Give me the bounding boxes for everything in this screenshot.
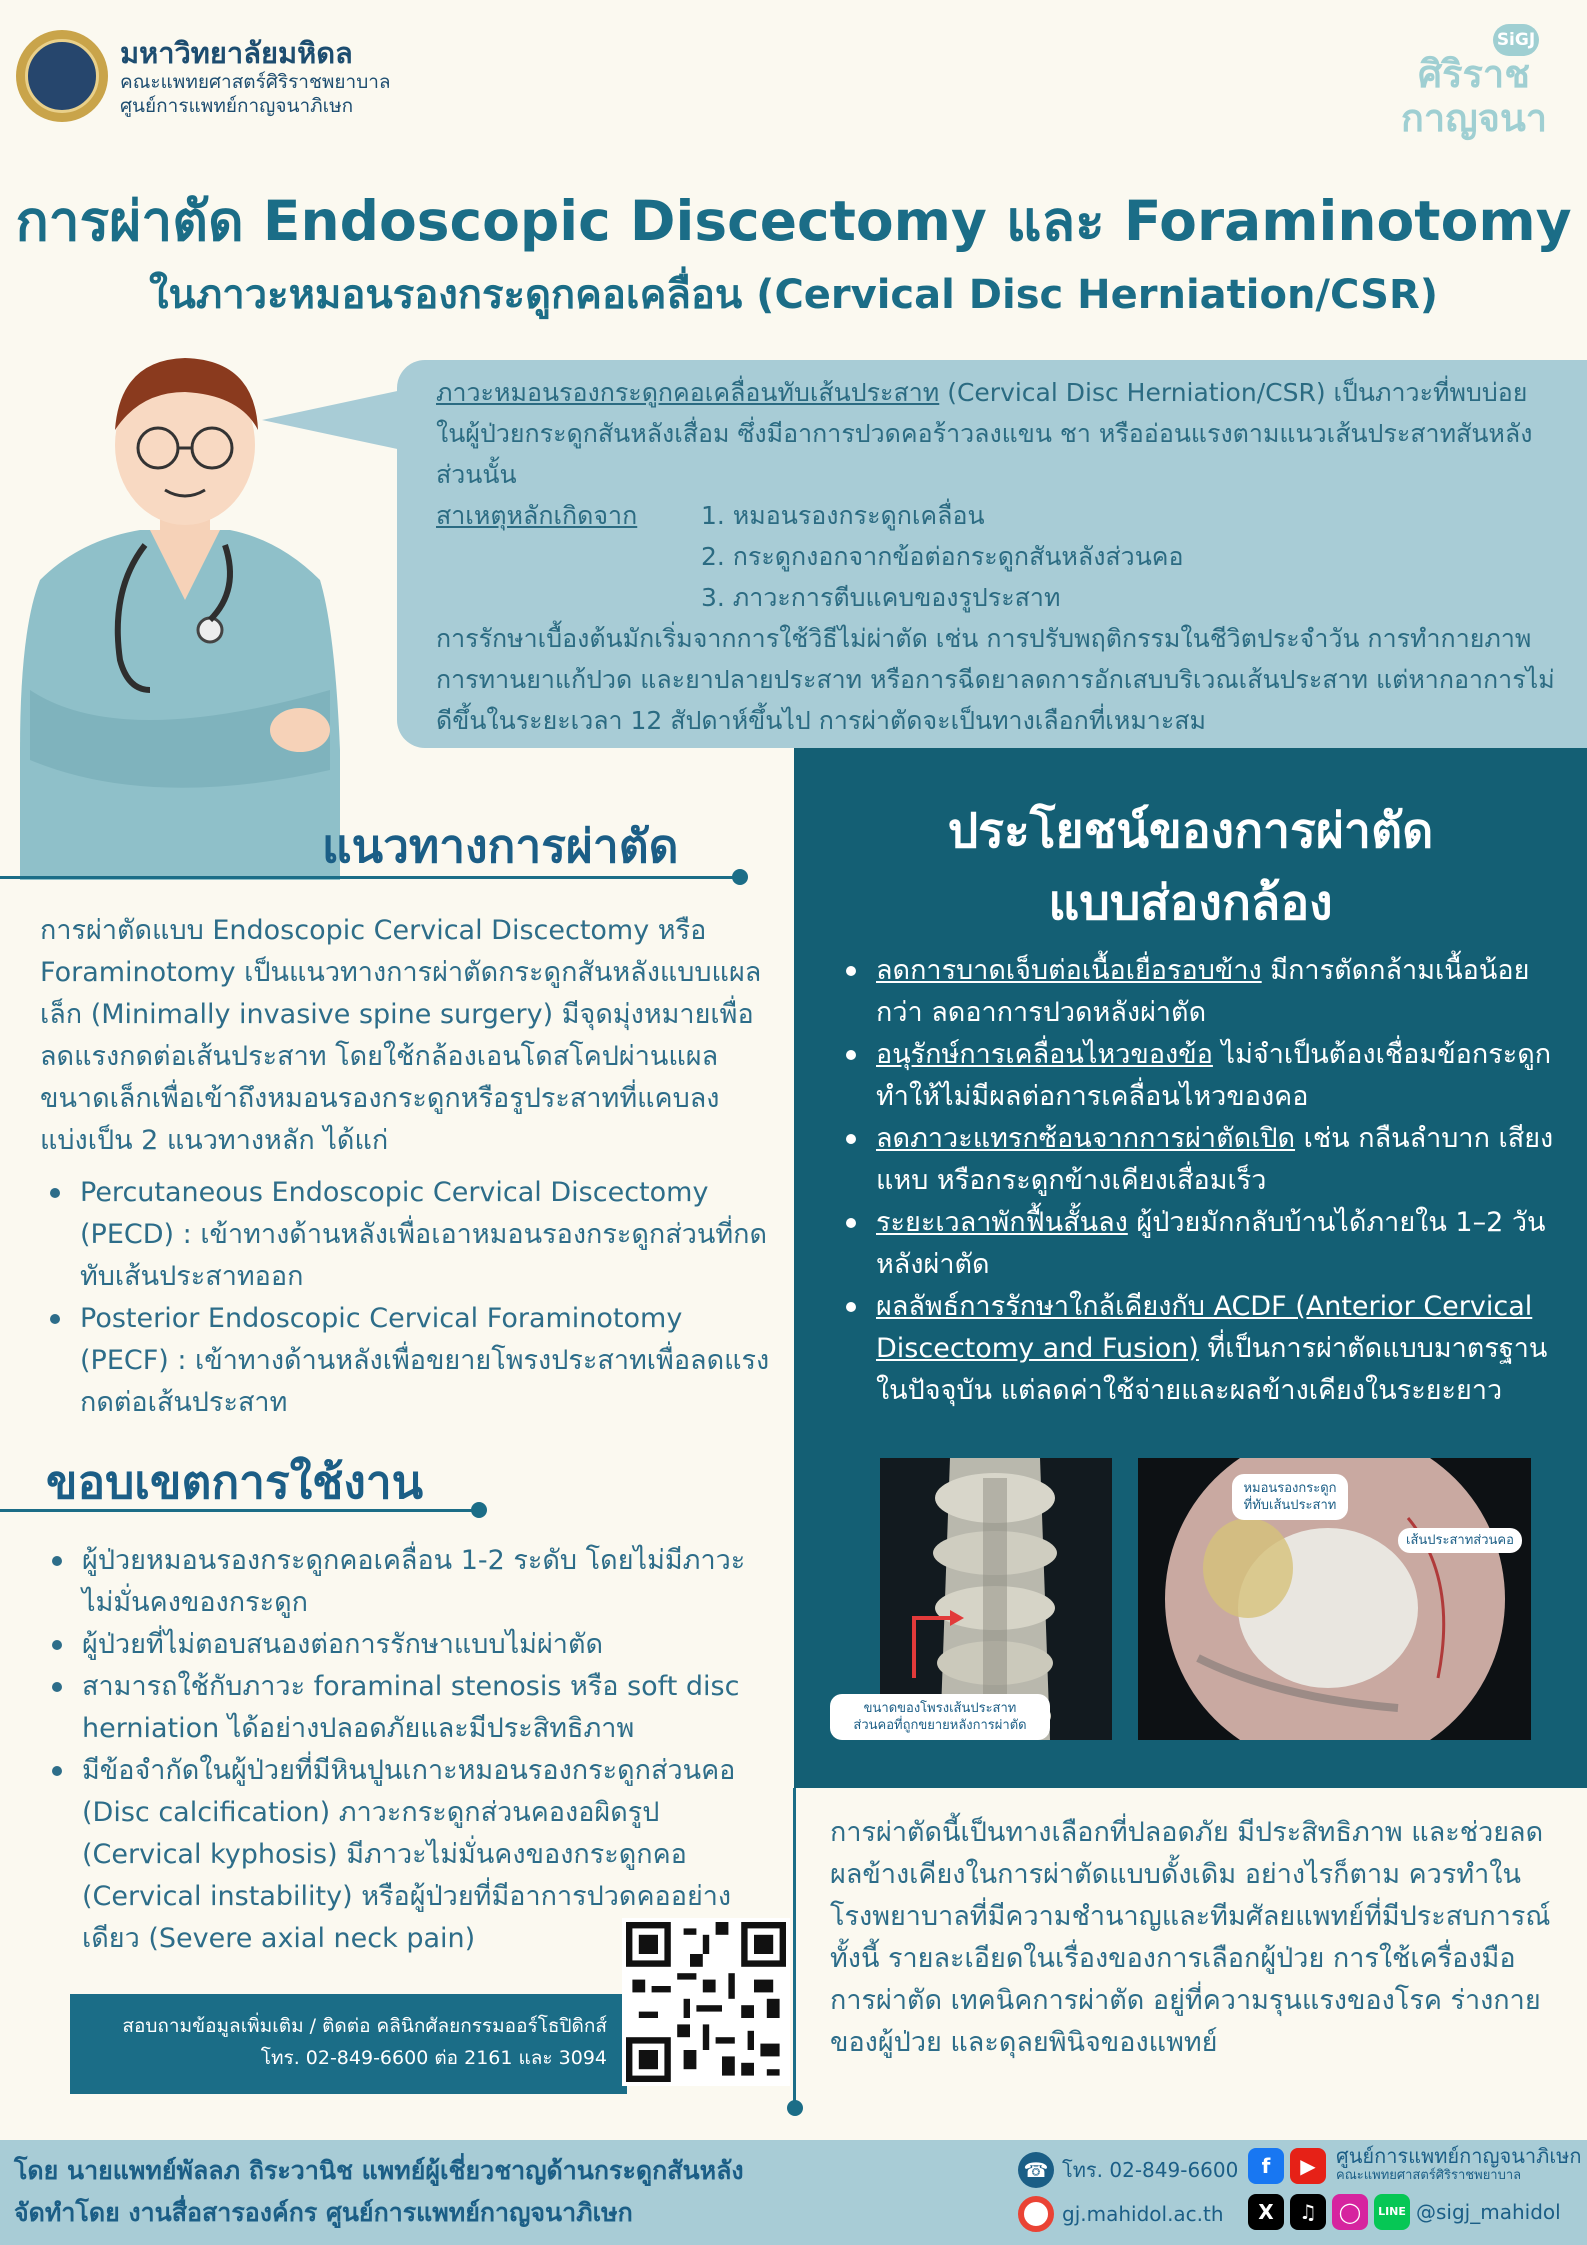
footer-social-row1 bbox=[1248, 2148, 1326, 2184]
footer-website-text: gj.mahidol.ac.th bbox=[1062, 2202, 1224, 2226]
benefit-rest: ผู้ป่วยมักกลับบ้านได้ภายใน 1–2 วันหลังผ่าตัด bbox=[876, 1207, 1546, 1280]
endo-label-disc bbox=[1232, 1474, 1348, 1520]
benefit-key: อนุรักษ์การเคลื่อนไหวของข้อ bbox=[876, 1039, 1213, 1070]
benefit-item bbox=[836, 1286, 1556, 1412]
benefit-key: ผลลัพธ์การรักษาใกล้เคียงกับ ACDF (Anterior Cervical Discectomy and Fusion) bbox=[876, 1291, 1533, 1364]
faculty-line: คณะแพทยศาสตร์ศิริราชพยาบาล bbox=[120, 71, 391, 93]
mahidol-logo bbox=[16, 30, 108, 122]
phone-icon: ☎ bbox=[1018, 2152, 1054, 2188]
ct-caption-line1: ขนาดของโพรงเส้นประสาท bbox=[863, 1701, 1017, 1716]
page-subtitle: ในภาวะหมอนรองกระดูกคอเคลื่อน (Cervical Disc Herniation/CSR) bbox=[148, 272, 1439, 318]
benefit-key: ลดการบาดเจ็บต่อเนื้อเยื่อรอบข้าง bbox=[876, 955, 1262, 986]
footer-phone-text: โทร. 02-849-6600 bbox=[1062, 2158, 1239, 2182]
benefit-item bbox=[836, 1034, 1556, 1118]
benefits-list bbox=[836, 950, 1556, 1412]
x-icon[interactable]: X bbox=[1248, 2194, 1284, 2230]
brand-badge: SiGJ bbox=[1493, 24, 1539, 56]
scope-heading: ขอบเขตการใช้งาน bbox=[46, 1455, 424, 1509]
line-icon[interactable]: LINE bbox=[1374, 2194, 1410, 2230]
sigj-brand-logo bbox=[1389, 24, 1559, 140]
brand-line-1: ศิริราช bbox=[1417, 52, 1531, 96]
speech-bubble-tail bbox=[262, 390, 402, 450]
cause-item: 3. ภาวะการตีบแคบของรูประสาท bbox=[701, 583, 1061, 612]
approach-divider bbox=[0, 876, 740, 879]
approach-heading: แนวทางการผ่าตัด bbox=[322, 819, 679, 873]
instagram-icon[interactable]: ◯ bbox=[1332, 2194, 1368, 2230]
scope-divider bbox=[0, 1509, 480, 1512]
scope-section bbox=[42, 1540, 762, 1960]
scope-item: ผู้ป่วยหมอนรองกระดูกคอเคลื่อน 1-2 ระดับ โดยไม่มีภาวะไม่มั่นคงของกระดูก bbox=[42, 1540, 762, 1624]
intro-definition-text: (Cervical Disc Herniation/CSR) เป็นภาวะที่พบบ่อยในผู้ป่วยกระดูกสันหลังเสื่อม ซึ่งมีอาการปวดคอร้าวลงแขน ชา หรืออ่อนแรงตามแนวเส้นประสาทสันหลังส่วนนั้น bbox=[436, 378, 1533, 489]
contact-box bbox=[70, 1994, 627, 2094]
benefit-rest: เช่น กลืนลำบาก เสียงแหบ หรือกระดูกข้างเคียงเสื่อมเร็ว bbox=[876, 1123, 1554, 1196]
cause-item: 2. กระดูกงอกจากข้อต่อกระดูกสันหลังส่วนคอ bbox=[701, 542, 1184, 571]
scope-item: ผู้ป่วยที่ไม่ตอบสนองต่อการรักษาแบบไม่ผ่าตัด bbox=[42, 1624, 762, 1666]
benefit-rest: ไม่จำเป็นต้องเชื่อมข้อกระดูก ทำให้ไม่มีผลต่อการเคลื่อนไหวของคอ bbox=[876, 1039, 1552, 1112]
facebook-icon[interactable]: f bbox=[1248, 2148, 1284, 2184]
youtube-icon[interactable]: ▶ bbox=[1290, 2148, 1326, 2184]
tiktok-icon[interactable]: ♫ bbox=[1290, 2194, 1326, 2230]
footer-handle: @sigj_mahidol bbox=[1416, 2200, 1561, 2224]
benefit-rest: ที่เป็นการผ่าตัดแบบมาตรฐานในปัจจุบัน แต่ลดค่าใช้จ่ายและผลข้างเคียงในระยะยาว bbox=[876, 1333, 1548, 1406]
intro-term: ภาวะหมอนรองกระดูกคอเคลื่อนทับเส้นประสาท bbox=[436, 378, 940, 407]
intro-definition bbox=[436, 372, 1556, 495]
approach-section bbox=[40, 910, 770, 1424]
benefit-item bbox=[836, 1118, 1556, 1202]
footer-credits bbox=[14, 2150, 744, 2234]
brand-line-2: กาญจนา bbox=[1400, 96, 1548, 140]
benefit-key: ลดภาวะแทรกซ้อนจากการผ่าตัดเปิด bbox=[876, 1123, 1296, 1154]
causes-block bbox=[436, 495, 1556, 618]
endo-label-disc-line1: หมอนรองกระดูก bbox=[1243, 1481, 1337, 1496]
benefit-key: ระยะเวลาพักฟื้นสั้นลง bbox=[876, 1207, 1128, 1238]
qr-code[interactable] bbox=[622, 1918, 790, 2086]
benefit-rest: มีการตัดกล้ามเนื้อน้อยกว่า ลดอาการปวดหลังผ่าตัด bbox=[876, 955, 1530, 1028]
summary-divider-dot bbox=[787, 2100, 803, 2116]
benefit-item bbox=[836, 950, 1556, 1034]
approach-item: Percutaneous Endoscopic Cervical Discectomy (PECD) : เข้าทางด้านหลังเพื่อเอาหมอนรองกระดูกส่วนที่กดทับเส้นประสาทออก bbox=[40, 1172, 770, 1298]
center-line: ศูนย์การแพทย์กาญจนาภิเษก bbox=[120, 95, 354, 117]
contact-line1: สอบถามข้อมูลเพิ่มเติม / ติดต่อ คลินิกศัลยกรรมออร์โธปิดิกส์ bbox=[122, 2015, 607, 2037]
scope-divider-dot bbox=[471, 1502, 487, 1518]
faculty-name bbox=[120, 70, 391, 118]
footer-website[interactable] bbox=[1018, 2196, 1224, 2232]
university-name: มหาวิทยาลัยมหิดล bbox=[120, 36, 353, 70]
scope-list bbox=[42, 1540, 762, 1960]
summary-divider-line bbox=[793, 1788, 796, 2108]
endo-label-disc-line2: ที่ทับเส้นประสาท bbox=[1243, 1498, 1337, 1513]
approach-list bbox=[40, 1172, 770, 1424]
chrome-icon bbox=[1018, 2196, 1054, 2232]
contact-line2: โทร. 02-849-6600 ต่อ 2161 และ 3094 bbox=[260, 2047, 607, 2069]
approach-paragraph: การผ่าตัดแบบ Endoscopic Cervical Discectomy หรือ Foraminotomy เป็นแนวทางการผ่าตัดกระดูกสันหลังแบบแผลเล็ก (Minimally invasive spine surgery) มีจุดมุ่งหมายเพื่อลดแรงกดต่อเส้นประสาท โดยใช้กล้องเอนโดสโคปผ่านแผลขนาดเล็กเพื่อเข้าถึงหมอนรองกระดูกหรือรูประสาทที่แคบลง แบ่งเป็น 2 แนวทางหลัก ได้แก่ bbox=[40, 915, 762, 1156]
footer-producer: จัดทำโดย งานสื่อสารองค์กร ศูนย์การแพทย์กาญจนาภิเษก bbox=[14, 2198, 633, 2227]
page-title: การผ่าตัด Endoscopic Discectomy และ Foraminotomy bbox=[15, 189, 1572, 253]
scope-item: มีข้อจำกัดในผู้ป่วยที่มีหินปูนเกาะหมอนรองกระดูกส่วนคอ (Disc calcification) ภาวะกระดูกส่วนคองอผิดรูป (Cervical kyphosis) มีภาวะไม่มั่นคงของกระดูกคอ (Cervical instability) หรือผู้ป่วยที่มีอาการปวดคออย่างเดียว (Severe axial neck pain) bbox=[42, 1750, 762, 1960]
footer-social-subtitle: คณะแพทยศาสตร์ศิริราชพยาบาล bbox=[1336, 2168, 1522, 2183]
benefits-heading-line2: แบบส่องกล้อง bbox=[1048, 875, 1333, 931]
footer-social-name bbox=[1336, 2146, 1581, 2186]
causes-label: สาเหตุหลักเกิดจาก bbox=[436, 501, 638, 530]
intro-treatment: การรักษาเบื้องต้นมักเริ่มจากการใช้วิธีไม่ผ่าตัด เช่น การปรับพฤติกรรมในชีวิตประจำวัน การทำกายภาพ การทานยาแก้ปวด และยาปลายประสาท หรือการฉีดยาลดการอักเสบบริเวณเส้นประสาท แต่หากอาการไม่ดีขึ้นในระยะเวลา 12 สัปดาห์ขึ้นไป การผ่าตัดจะเป็นทางเลือกที่เหมาะสม bbox=[436, 624, 1555, 735]
footer-phone[interactable] bbox=[1018, 2152, 1238, 2188]
endo-label-nerve: เส้นประสาทส่วนคอ bbox=[1398, 1528, 1522, 1553]
causes-list bbox=[701, 495, 1184, 618]
benefit-item bbox=[836, 1202, 1556, 1286]
footer-author: โดย นายแพทย์พัลลภ ถิระวานิช แพทย์ผู้เชี่ยวชาญด้านกระดูกสันหลัง bbox=[14, 2156, 744, 2185]
approach-divider-dot bbox=[732, 869, 748, 885]
approach-item: Posterior Endoscopic Cervical Foraminotomy (PECF) : เข้าทางด้านหลังเพื่อขยายโพรงประสาทเพื่อลดแรงกดต่อเส้นประสาท bbox=[40, 1298, 770, 1424]
ct-caption-line2: ส่วนคอที่ถูกขยายหลังการผ่าตัด bbox=[853, 1718, 1027, 1733]
intro-text bbox=[436, 372, 1556, 741]
footer-social-title: ศูนย์การแพทย์กาญจนาภิเษก bbox=[1336, 2144, 1582, 2168]
ct-caption bbox=[830, 1694, 1050, 1740]
summary-text: การผ่าตัดนี้เป็นทางเลือกที่ปลอดภัย มีประสิทธิภาพ และช่วยลดผลข้างเคียงในการผ่าตัดแบบดั้งเดิม อย่างไรก็ตาม ควรทำในโรงพยาบาลที่มีความชำนาญและทีมศัลยแพทย์ที่มีประสบการณ์ ทั้งนี้ รายละเอียดในเรื่องของการเลือกผู้ป่วย การใช้เครื่องมือการผ่าตัด เทคนิคการผ่าตัด อยู่ที่ความรุนแรงของโรค ร่างกายของผู้ป่วย และดุลยพินิจของแพทย์ bbox=[830, 1817, 1551, 2058]
scope-item: สามารถใช้กับภาวะ foraminal stenosis หรือ soft disc herniation ได้อย่างปลอดภัยและมีประสิทธิภาพ bbox=[42, 1666, 762, 1750]
footer-social-row2 bbox=[1248, 2194, 1561, 2230]
cause-item: 1. หมอนรองกระดูกเคลื่อน bbox=[701, 501, 985, 530]
benefits-heading bbox=[794, 795, 1587, 939]
benefits-heading-line1: ประโยชน์ของการผ่าตัด bbox=[947, 803, 1434, 859]
